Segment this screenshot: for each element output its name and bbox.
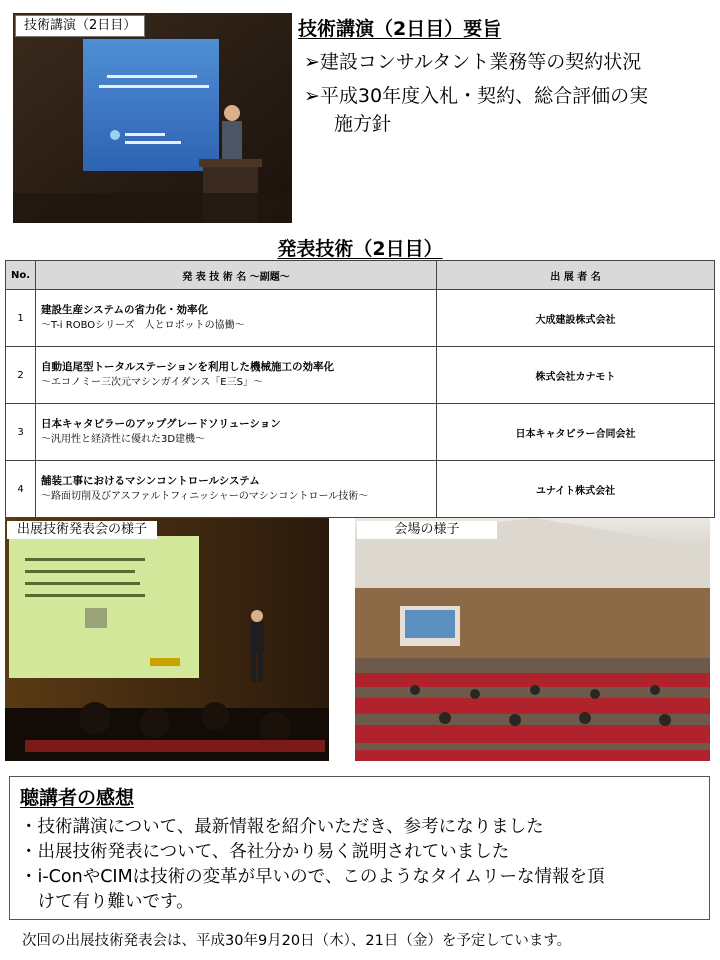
summary-title: 技術講演（2日目）要旨 <box>298 18 502 40</box>
bullet-arrow-icon: ➢ <box>304 85 320 107</box>
lecture-photo-image <box>13 13 292 223</box>
summary-bullet-2 <box>304 82 648 110</box>
presentation-photo <box>5 518 329 761</box>
row-subtitle: ～エコノミー三次元マシンガイダンス「E三S」～ <box>41 377 263 388</box>
row-exhibitor: 日本キャタピラー合同会社 <box>437 404 715 461</box>
header-exhibitor: 出 展 者 名 <box>437 261 715 290</box>
row-title: 建設生産システムの省力化・効率化 <box>41 304 208 316</box>
row-exhibitor: 大成建設株式会社 <box>437 290 715 347</box>
presentation-photo-image <box>5 518 329 761</box>
tech-section-title: 発表技術（2日目） <box>277 238 443 260</box>
row-no: 3 <box>6 404 36 461</box>
header-name: 発 表 技 術 名 ～副題～ <box>36 261 437 290</box>
row-subtitle: ～路面切削及びアスファルトフィニッシャーのマシンコントロール技術～ <box>41 491 369 502</box>
lecture-photo-label: 技術講演（2日目） <box>15 15 145 37</box>
summary-bullet-1 <box>304 48 641 76</box>
impressions-title: 聴講者の感想 <box>20 787 135 809</box>
row-no: 4 <box>6 461 36 518</box>
venue-photo-label: 会場の様子 <box>357 521 497 539</box>
footer-note: 次回の出展技術発表会は、平成30年9月20日（木）、21日（金）を予定しています。 <box>22 933 572 949</box>
table-header-row <box>6 261 715 290</box>
row-subtitle: ～T-i ROBOシリーズ 人とロボットの協働～ <box>41 320 245 331</box>
summary-bullet-text: 平成30年度入札・契約、総合評価の実 <box>319 85 649 107</box>
presentation-photo-label: 出展技術発表会の様子 <box>7 521 157 539</box>
table-row <box>6 461 715 518</box>
impression-line-1: ・技術講演について、最新情報を紹介いただき、参考になりました <box>20 817 544 837</box>
impression-line-2: ・出展技術発表について、各社分かり易く説明されていました <box>20 842 510 862</box>
row-title: 自動追尾型トータルステーションを利用した機械施工の効率化 <box>41 361 335 373</box>
row-no: 2 <box>6 347 36 404</box>
tech-table <box>5 260 715 518</box>
bullet-arrow-icon: ➢ <box>304 51 320 73</box>
row-no: 1 <box>6 290 36 347</box>
row-title: 日本キャタピラーのアップグレードソリューション <box>41 418 281 430</box>
header-no: No. <box>6 261 36 290</box>
impression-line-3: ・i-ConやCIMは技術の変革が早いので、このようなタイムリーな情報を頂 <box>20 867 605 887</box>
row-title-cell <box>36 290 437 347</box>
row-title-cell <box>36 347 437 404</box>
venue-photo <box>355 518 710 761</box>
table-row <box>6 347 715 404</box>
row-subtitle: ～汎用性と経済性に優れた3D建機～ <box>41 434 206 445</box>
lecture-photo <box>13 13 292 223</box>
summary-bullet-2-cont: 施方針 <box>334 113 392 135</box>
impressions-box <box>9 776 710 920</box>
venue-photo-image <box>355 518 710 761</box>
row-exhibitor: ユナイト株式会社 <box>437 461 715 518</box>
table-row <box>6 290 715 347</box>
table-row <box>6 404 715 461</box>
row-exhibitor: 株式会社カナモト <box>437 347 715 404</box>
summary-bullet-text: 建設コンサルタント業務等の契約状況 <box>319 51 642 73</box>
row-title: 舗装工事におけるマシンコントロールシステム <box>41 475 260 487</box>
row-title-cell <box>36 461 437 518</box>
row-title-cell <box>36 404 437 461</box>
impression-line-4: けて有り難いです。 <box>20 892 194 912</box>
